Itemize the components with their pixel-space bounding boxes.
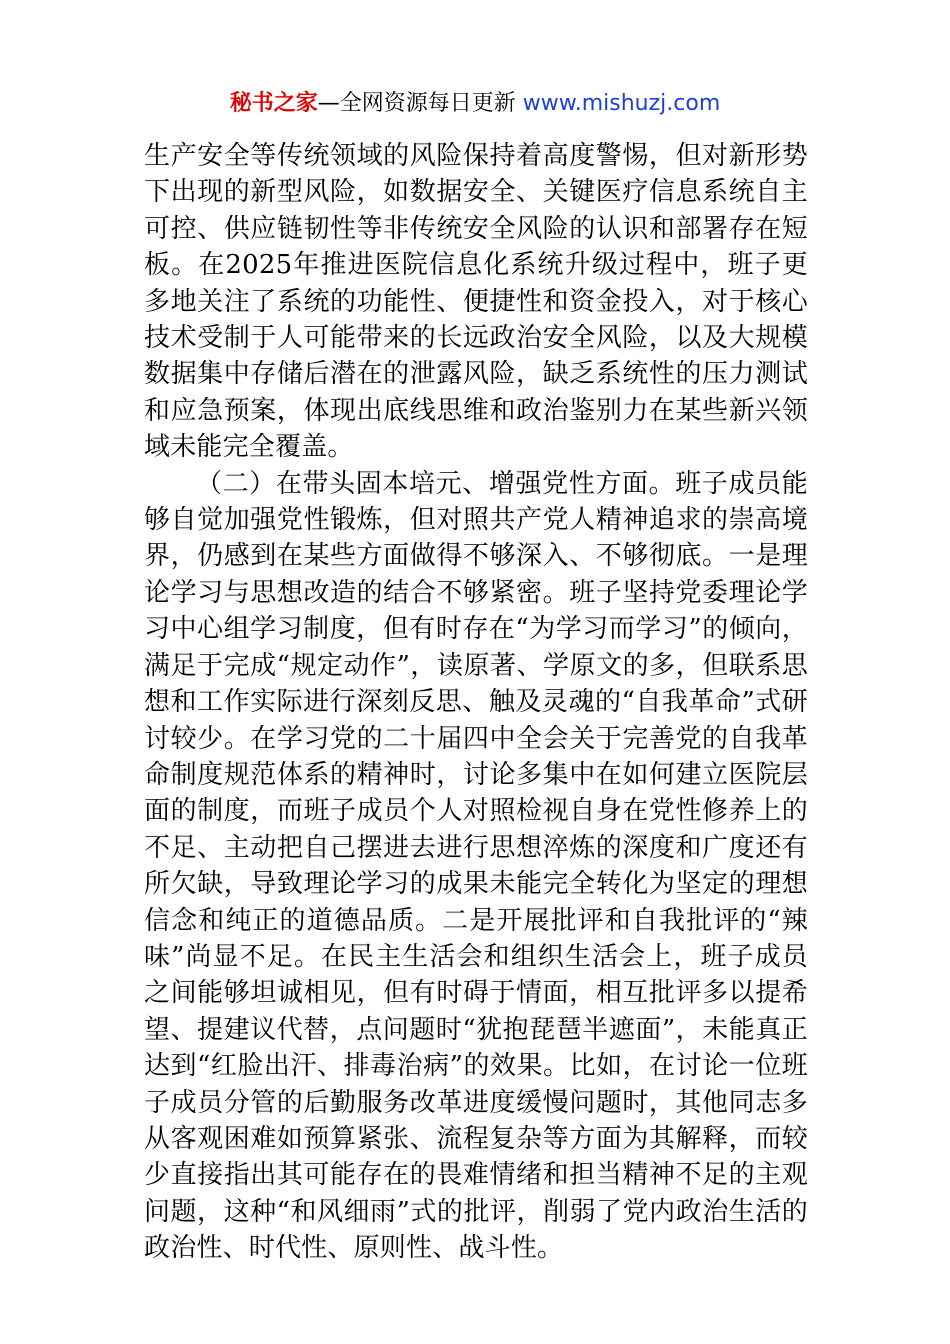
header-separator: —: [317, 91, 340, 116]
site-url-link[interactable]: www.mishuzj.com: [522, 91, 721, 116]
paragraph-continuation: 生产安全等传统领域的风险保持着高度警惕，但对新形势下出现的新型风险，如数据安全、关键医疗信息系统自主可控、供应链韧性等非传统安全风险的认识和部署存在短板。在2025年推进医院信息化系统升级过程中，班子更多地关注了系统的功能性、便捷性和资金投入，对于核心技术受制于人可能带来的长远政治安全风险，以及大规模数据集中存储后潜在的泄露风险，缺乏系统性的压力测试和应急预案，体现出底线思维和政治鉴别力在某些新兴领域未能完全覆盖。: [144, 141, 808, 463]
site-slogan: 全网资源每日更新: [339, 91, 516, 116]
site-header: [0, 88, 950, 120]
paragraph-section-two: （二）在带头固本培元、增强党性方面。班子成员能够自觉加强党性锻炼，但对照共产党人精神追求的崇高境界，仍感到在某些方面做得不够深入、不够彻底。一是理论学习与思想改造的结合不够紧密。班子坚持党委理论学习中心组学习制度，但有时存在“为学习而学习”的倾向，满足于完成“规定动作”，读原著、学原文的多，但联系思想和工作实际进行深刻反思、触及灵魂的“自我革命”式研讨较少。在学习党的二十届四中全会关于完善党的自我革命制度规范体系的精神时，讨论多集中在如何建立医院层面的制度，而班子成员个人对照检视自身在党性修养上的不足、主动把自己摆进去进行思想淬炼的深度和广度还有所欠缺，导致理论学习的成果未能完全转化为坚定的理想信念和纯正的道德品质。二是开展批评和自我批评的“辣味”尚显不足。在民主生活会和组织生活会上，班子成员之间能够坦诚相见，但有时碍于情面，相互批评多以提希望、提建议代替，点问题时“犹抱琵琶半遮面”，未能真正达到“红脸出汗、排毒治病”的效果。比如，在讨论一位班子成员分管的后勤服务改革进度缓慢问题时，其他同志多从客观困难如预算紧张、流程复杂等方面为其解释，而较少直接指出其可能存在的畏难情绪和担当精神不足的主观问题，这种“和风细雨”式的批评，削弱了党内政治生活的政治性、时代性、原则性、战斗性。: [144, 468, 808, 1264]
document-body: [144, 138, 808, 1267]
site-brand: 秘书之家: [229, 91, 318, 116]
